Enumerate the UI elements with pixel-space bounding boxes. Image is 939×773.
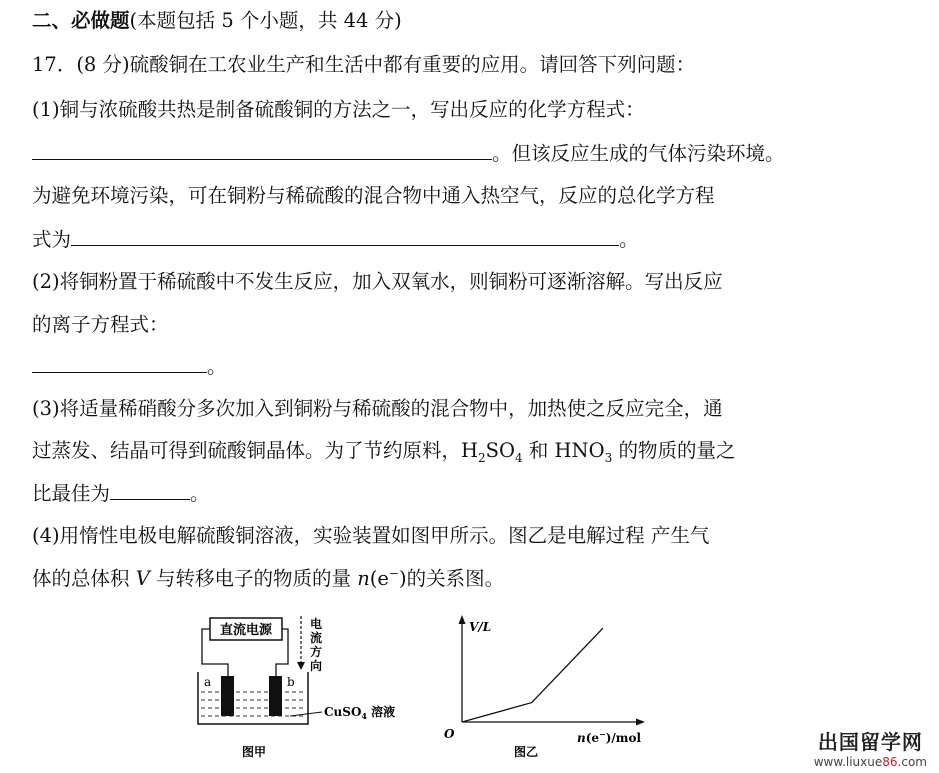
part1-line3: 为避免环境污染，可在铜粉与稀硫酸的混合物中通入热空气，反应的总化学方程: [32, 184, 715, 207]
question-intro: 硫酸铜在工农业生产和生活中都有重要的应用。请回答下列问题：: [129, 53, 696, 76]
section-note: (本题包括 5 个小题，共 44 分): [129, 9, 402, 32]
part3-line3-suffix: 。: [190, 482, 210, 505]
part2-line1: (2)将铜粉置于稀硫酸中不发生反应，加入双氧水，则铜粉可逐渐溶解。写出反应: [32, 270, 723, 293]
part2-line2: 的离子方程式：: [32, 313, 169, 336]
volume-curve: [462, 628, 603, 722]
part1-line2-text: 。但该反应生成的气体污染环境。: [492, 142, 785, 165]
figure-b-caption: 图乙: [513, 745, 539, 759]
origin-label: O: [444, 727, 455, 741]
current-label-3: 方: [310, 645, 323, 659]
part2-line3: [32, 354, 227, 380]
part3-line2-a: 过蒸发、结晶可得到硫酸铜晶体。为了节约原料，H: [32, 439, 479, 462]
section-heading-line: [32, 8, 402, 34]
solution-label: CuSO$_4$ 溶液: [324, 705, 396, 721]
part1-line2: [32, 141, 785, 167]
part3-line3-prefix: 比最佳为: [32, 482, 111, 505]
part4-sup: −: [388, 566, 399, 581]
part1-line4: [32, 227, 639, 253]
electrode-b-label: b: [287, 675, 295, 689]
x-axis-arrow: [636, 719, 645, 726]
part4-line2-a: 体的总体积: [32, 567, 136, 590]
x-axis-label: n(e−)/mol: [577, 729, 642, 745]
part4-line2-c: (e: [369, 567, 389, 590]
part1-answer-blank-1[interactable]: [32, 141, 492, 160]
part4-line2-d: )的关系图。: [398, 567, 505, 590]
current-arrow-head: [297, 662, 305, 670]
part4-var-V: V: [135, 567, 150, 590]
watermark-text: 出国留学网: [817, 730, 923, 754]
part3-line2: [32, 438, 735, 464]
part3-line1: (3)将适量稀硝酸分多次加入到铜粉与稀硫酸的混合物中，加热使之反应完全，通: [32, 397, 723, 420]
part1-line4-prefix: 式为: [32, 228, 72, 251]
electrode-a: [221, 676, 234, 716]
part1-line4-suffix: 。: [619, 228, 639, 251]
figure-b-graph: [432, 612, 652, 762]
question-intro-line: [32, 52, 695, 78]
part3-line3: [32, 481, 210, 507]
solution-pointer: [290, 712, 322, 716]
part2-answer-blank[interactable]: [32, 354, 207, 373]
figure-a-apparatus: [190, 612, 420, 762]
current-label-4: 向: [310, 659, 323, 673]
part3-sub-3: 3: [604, 450, 613, 465]
part3-sub-1: 2: [478, 450, 486, 465]
electrode-b: [269, 676, 282, 716]
watermark-url: www.liuxue86.com: [813, 755, 927, 769]
solution-liquid: [201, 692, 305, 716]
section-heading: 二、必做题: [32, 9, 130, 32]
power-supply-label: 直流电源: [219, 623, 273, 638]
y-axis-label: V/L: [469, 620, 492, 634]
current-label-1: 电: [310, 617, 323, 631]
part4-var-n: n: [357, 567, 370, 590]
part4-line2-b: 与转移电子的物质的量: [149, 567, 358, 590]
part2-line3-suffix: 。: [207, 355, 227, 378]
part1-line1: (1)铜与浓硫酸共热是制备硫酸铜的方法之一，写出反应的化学方程式：: [32, 98, 645, 121]
question-score: (8 分): [76, 53, 130, 76]
figure-a-caption: 图甲: [241, 745, 267, 759]
y-axis-arrow: [459, 615, 466, 624]
current-label-2: 流: [310, 631, 323, 645]
watermark: [814, 726, 927, 769]
question-number: 17．: [32, 53, 77, 76]
part3-answer-blank[interactable]: [110, 481, 190, 500]
electrode-a-label: a: [204, 675, 212, 689]
part4-line2: [32, 566, 504, 592]
part4-line1: (4)用惰性电极电解硫酸铜溶液，实验装置如图甲所示。图乙是电解过程 产生气: [32, 524, 710, 547]
part3-sub-2: 4: [515, 450, 523, 465]
part3-line2-b: SO: [485, 439, 516, 462]
part3-line2-d: 的物质的量之: [612, 439, 736, 462]
part1-answer-blank-2[interactable]: [71, 227, 619, 246]
part3-line2-c: 和 HNO: [522, 439, 605, 462]
